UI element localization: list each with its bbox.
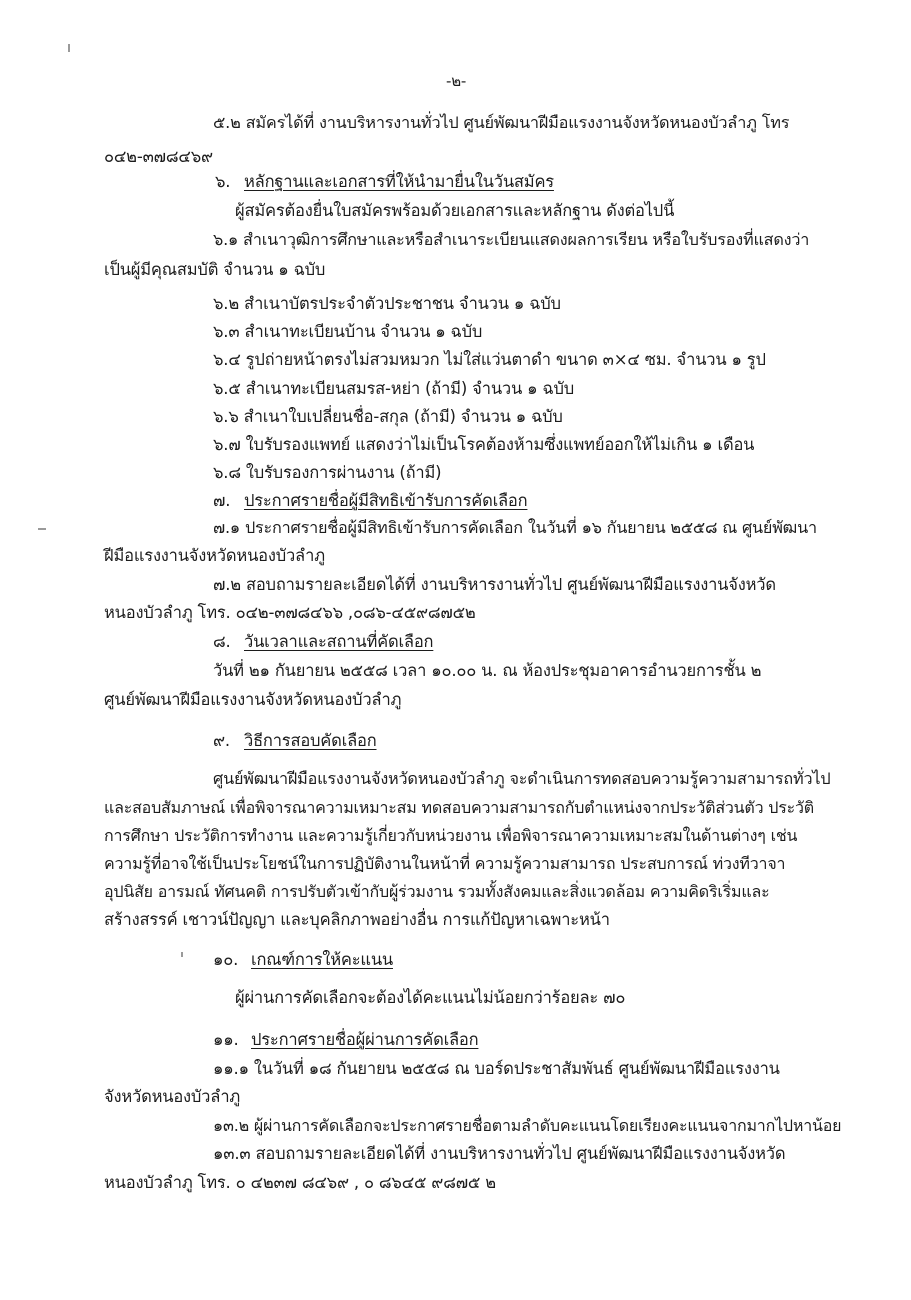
section-11-item-1-line-2: จังหวัดหนองบัวลำภู — [104, 1087, 241, 1106]
section-10-line-1: ผู้ผ่านการคัดเลือกจะต้องได้คะแนนไม่น้อยกว่าร้อยละ ๗๐ — [235, 988, 626, 1007]
section-9-heading: วิธีการสอบคัดเลือก — [244, 731, 377, 750]
section-7-item-2-line-1: ๗.๒ สอบถามรายละเอียดได้ที่ งานบริหารงานทั่วไป ศูนย์พัฒนาฝีมือแรงงานจังหวัด — [213, 575, 776, 594]
section-6-item-7: ๖.๗ ใบรับรองแพทย์ แสดงว่าไม่เป็นโรคต้องห้ามซึ่งแพทย์ออกให้ไม่เกิน ๑ เดือน — [213, 435, 755, 454]
section-6-intro: ผู้สมัครต้องยื่นใบสมัครพร้อมด้วยเอกสารและหลักฐาน ดังต่อไปนี้ — [235, 201, 675, 220]
section-8-number: ๘. — [213, 632, 231, 651]
section-7-number: ๗. — [213, 491, 231, 510]
section-6-item-8: ๖.๘ ใบรับรองการผ่านงาน (ถ้ามี) — [213, 463, 442, 482]
section-7-item-2-line-2: หนองบัวลำภู โทร. ๐๔๒-๓๗๘๔๖๖ ,๐๘๖-๔๕๙๘๗๕๒ — [104, 603, 476, 622]
section-11-item-2: ๑๓.๒ ผู้ผ่านการคัดเลือกจะประกาศรายชื่อตามลำดับคะแนนโดยเรียงคะแนนจากมากไปหาน้อย — [213, 1116, 842, 1135]
section-11-item-3-line-2: หนองบัวลำภู โทร. ๐ ๔๒๓๗ ๘๔๖๙ , ๐ ๘๖๔๕ ๙๘๗๕ ๒ — [104, 1173, 496, 1192]
section-8-heading: วันเวลาและสถานที่คัดเลือก — [244, 632, 434, 651]
section-9-paragraph-line-6: สร้างสรรค์ เชาวน์ปัญญา และบุคลิกภาพอย่างอื่น การแก้ปัญหาเฉพาะหน้า — [104, 910, 610, 929]
section-9-paragraph-line-4: ความรู้ที่อาจใช้เป็นประโยชน์ในการปฏิบัติงานในหน้าที่ ความรู้ความสามารถ ประสบการณ์ ท่วงทีวาจา — [104, 854, 786, 873]
section-9-number: ๙. — [213, 731, 230, 750]
section-7-heading: ประกาศรายชื่อผู้มีสิทธิเข้ารับการคัดเลือก — [244, 491, 528, 510]
section-9-paragraph-line-2: และสอบสัมภาษณ์ เพื่อพิจารณาความเหมาะสม ทดสอบความสามารถกับตำแหน่งจากประวัติส่วนตัว ประวัติ — [104, 798, 814, 817]
section-6-item-1-line-1: ๖.๑ สำเนาวุฒิการศึกษาและหรือสำเนาระเบียนแสดงผลการเรียน หรือใบรับรองที่แสดงว่า — [213, 230, 810, 249]
section-6-item-5: ๖.๕ สำเนาทะเบียนสมรส-หย่า (ถ้ามี) จำนวน ๑ ฉบับ — [213, 379, 575, 398]
section-6-item-1-line-2: เป็นผู้มีคุณสมบัติ จำนวน ๑ ฉบับ — [104, 260, 326, 279]
section-10-number: ๑๐. — [213, 950, 239, 969]
section-10-heading: เกณฑ์การให้คะแนน — [251, 950, 393, 969]
section-11-number: ๑๑. — [213, 1030, 239, 1049]
section-6-heading: หลักฐานและเอกสารที่ให้นำมายื่นในวันสมัคร — [244, 172, 554, 191]
s5-2-line-2: ๐๔๒-๓๗๘๔๖๙ — [104, 147, 213, 166]
section-11-heading: ประกาศรายชื่อผู้ผ่านการคัดเลือก — [251, 1030, 479, 1049]
section-6-item-4: ๖.๔ รูปถ่ายหน้าตรงไม่สวมหมวก ไม่ใส่แว่นตาดำ ขนาด ๓×๔ ซม. จำนวน ๑ รูป — [213, 350, 766, 369]
section-9-paragraph-line-5: อุปนิสัย อารมณ์ ทัศนคติ การปรับตัวเข้ากับผู้ร่วมงาน รวมทั้งสังคมและสิ่งแวดล้อม ความคิดริเริ่มและ — [104, 882, 770, 901]
section-6-number: ๖. — [215, 172, 231, 191]
section-9-paragraph-line-3: การศึกษา ประวัติการทำงาน และความรู้เกี่ยวกับหน่วยงาน เพื่อพิจารณาความเหมาะสมในด้านต่างๆ เช่น — [104, 826, 798, 845]
scan-mark — [181, 952, 183, 957]
section-7-item-1-line-2: ฝีมือแรงงานจังหวัดหนองบัวลำภู — [104, 546, 325, 565]
page-number: -๒- — [446, 72, 467, 90]
s5-2-line-1: ๕.๒ สมัครได้ที่ งานบริหารงานทั่วไป ศูนย์พัฒนาฝีมือแรงงานจังหวัดหนองบัวลำภู โทร — [213, 113, 790, 132]
section-6-item-3: ๖.๓ สำเนาทะเบียนบ้าน จำนวน ๑ ฉบับ — [213, 322, 483, 341]
section-6-item-6: ๖.๖ สำเนาใบเปลี่ยนชื่อ-สกุล (ถ้ามี) จำนวน ๑ ฉบับ — [213, 407, 563, 426]
scan-mark — [38, 528, 46, 530]
section-11-item-3-line-1: ๑๓.๓ สอบถามรายละเอียดได้ที่ งานบริหารงานทั่วไป ศูนย์พัฒนาฝีมือแรงงานจังหวัด — [213, 1144, 786, 1163]
section-9-paragraph-line-1: ศูนย์พัฒนาฝีมือแรงงานจังหวัดหนองบัวลำภู จะดำเนินการทดสอบความรู้ความสามารถทั่วไป — [213, 769, 831, 788]
section-11-item-1-line-1: ๑๑.๑ ในวันที่ ๑๘ กันยายน ๒๕๕๘ ณ บอร์ดประชาสัมพันธ์ ศูนย์พัฒนาฝีมือแรงงาน — [213, 1059, 780, 1078]
scan-mark — [68, 44, 70, 52]
section-8-line-2: ศูนย์พัฒนาฝีมือแรงงานจังหวัดหนองบัวลำภู — [104, 690, 402, 709]
section-8-line-1: วันที่ ๒๑ กันยายน ๒๕๕๘ เวลา ๑๐.๐๐ น. ณ ห้องประชุมอาคารอำนวยการชั้น ๒ — [213, 661, 762, 680]
section-7-item-1-line-1: ๗.๑ ประกาศรายชื่อผู้มีสิทธิเข้ารับการคัดเลือก ในวันที่ ๑๖ กันยายน ๒๕๕๘ ณ ศูนย์พัฒนา — [213, 518, 817, 537]
section-6-item-2: ๖.๒ สำเนาบัตรประจำตัวประชาชน จำนวน ๑ ฉบับ — [213, 294, 561, 313]
